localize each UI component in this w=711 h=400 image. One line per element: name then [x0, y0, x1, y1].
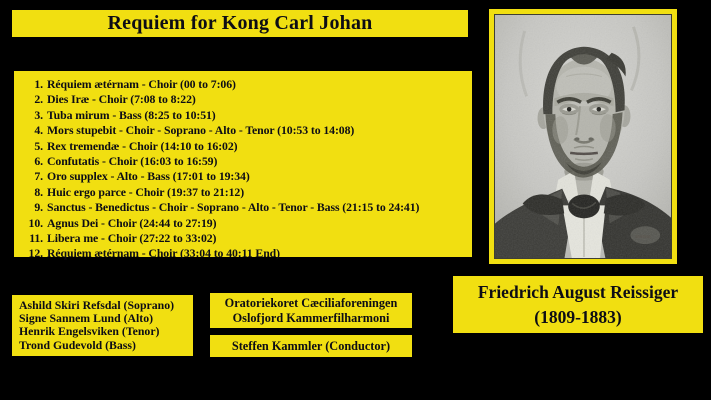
soloist-alto: Signe Sannem Lund (Alto) — [19, 311, 154, 326]
composer-name: Friedrich August Reissiger — [477, 281, 679, 302]
track-number: 6. — [34, 154, 43, 169]
track-list-item — [17, 92, 469, 107]
track-number: 4. — [34, 123, 43, 138]
track-label: Sanctus - Benedictus - Choir - Soprano - Alto - Tenor - Bass (21:15 to 24:41) — [47, 200, 420, 215]
track-list-item — [17, 77, 469, 92]
title-banner — [12, 10, 468, 37]
track-label: Oro supplex - Alto - Bass (17:01 to 19:34) — [47, 169, 250, 184]
track-list-item — [17, 216, 469, 231]
track-label: Rex tremendæ - Choir (14:10 to 16:02) — [47, 138, 238, 153]
track-list-item — [17, 246, 469, 261]
track-label: Mors stupebit - Choir - Soprano - Alto - Tenor (10:53 to 14:08) — [47, 123, 355, 138]
track-list-item — [17, 123, 469, 138]
track-number: 1. — [34, 77, 43, 91]
soloist-soprano: Ashild Skiri Refsdal (Soprano) — [19, 298, 175, 312]
composer-portrait-frame — [489, 9, 677, 264]
track-label: Réquiem ætérnam - Choir (33:04 to 40:11 End) — [47, 246, 280, 261]
track-list-item — [17, 169, 469, 184]
page-title: Requiem for Kong Carl Johan — [107, 12, 373, 34]
track-number: 3. — [34, 107, 43, 122]
track-label: Agnus Dei - Choir (24:44 to 27:19) — [47, 215, 217, 230]
ensemble-orchestra: Oslofjord Kammerfilharmoni — [232, 310, 390, 325]
track-list — [14, 71, 472, 261]
track-number: 2. — [34, 92, 43, 107]
track-number: 12. — [28, 246, 43, 261]
track-number: 8. — [34, 184, 43, 199]
soloist-tenor: Henrik Engelsviken (Tenor) — [19, 324, 160, 339]
composer-name-box — [453, 276, 703, 333]
track-label: Libera me - Choir (27:22 to 33:02) — [47, 231, 217, 246]
ensembles-box — [210, 293, 412, 328]
track-list-item — [17, 185, 469, 200]
composer-portrait — [494, 14, 672, 259]
conductor-name: Steffen Kammler (Conductor) — [231, 338, 391, 353]
track-number: 9. — [34, 200, 43, 215]
track-label: Confutatis - Choir (16:03 to 16:59) — [47, 154, 218, 169]
track-label: Tuba mirum - Bass (8:25 to 10:51) — [47, 107, 216, 122]
soloist-bass: Trond Gudevold (Bass) — [19, 337, 136, 352]
track-list-item — [17, 200, 469, 215]
track-list-item — [17, 108, 469, 123]
track-number: 7. — [34, 169, 43, 184]
composer-portrait-image — [495, 15, 671, 258]
composer-years: (1809-1883) — [534, 306, 622, 327]
track-list-item — [17, 154, 469, 169]
track-number: 5. — [34, 138, 43, 153]
track-label: Réquiem ætérnam - Choir (00 to 7:06) — [47, 77, 236, 91]
track-number: 10. — [28, 215, 43, 230]
track-list-item — [17, 139, 469, 154]
conductor-box — [210, 335, 412, 357]
track-number: 11. — [29, 231, 43, 246]
track-label: Huic ergo parce - Choir (19:37 to 21:12) — [47, 184, 245, 199]
ensemble-choir: Oratoriekoret Cæciliaforeningen — [224, 295, 398, 310]
soloists-box — [12, 295, 193, 356]
track-list-item — [17, 231, 469, 246]
track-label: Dies Iræ - Choir (7:08 to 8:22) — [47, 92, 196, 107]
